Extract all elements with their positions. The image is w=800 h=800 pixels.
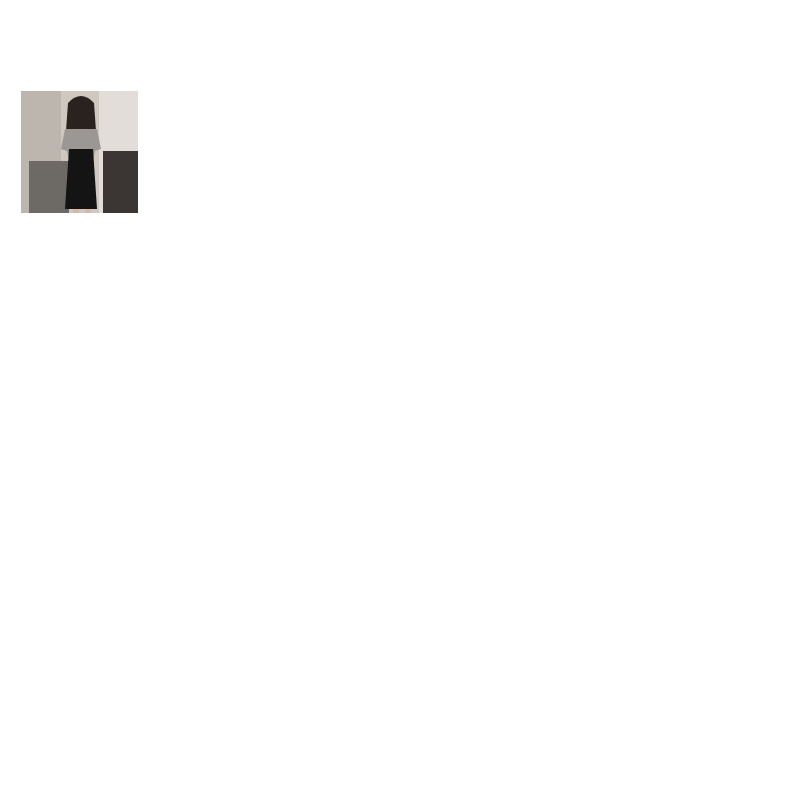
model-photo-image [21,91,138,213]
product-photo [21,91,138,213]
